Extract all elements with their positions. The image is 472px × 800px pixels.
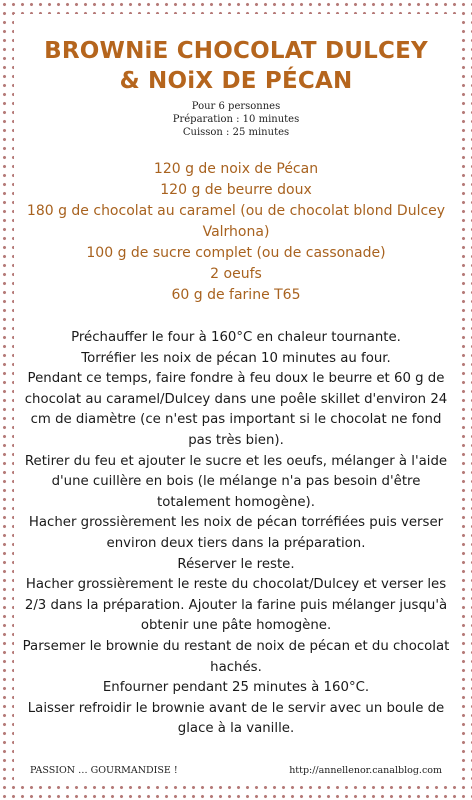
instruction-step: Parsemer le brownie du restant de noix de pécan et du chocolat hachés. bbox=[22, 638, 450, 675]
recipe-panel bbox=[14, 14, 458, 786]
instruction-step: Réserver le reste. bbox=[177, 556, 295, 572]
footer-blog-url[interactable]: http://annellenor.canalblog.com bbox=[289, 765, 442, 776]
instruction-list bbox=[14, 328, 458, 740]
instruction-step: Hacher grossièrement le reste du chocolat/Dulcey et verser les 2/3 dans la préparation. Ajouter la farine puis mélanger jusqu'à obtenir une pâte homogène. bbox=[24, 577, 448, 634]
prep-time: Préparation : 10 minutes bbox=[172, 114, 300, 125]
instruction-step: Enfourner pendant 25 minutes à 160°C. bbox=[102, 680, 370, 696]
instruction-step: Retirer du feu et ajouter le sucre et les oeufs, mélanger à l'aide d'une cuillère en bois (le mélange n'a pas besoin d'être totalement homogène). bbox=[24, 453, 448, 510]
instruction-step: Laisser refroidir le brownie avant de le servir avec un boule de glace à la vanille. bbox=[27, 700, 445, 737]
cook-time: Cuisson : 25 minutes bbox=[182, 127, 290, 138]
ingredient-item: 120 g de noix de Pécan bbox=[153, 161, 319, 177]
instruction-step: Torréfier les noix de pécan 10 minutes au four. bbox=[81, 350, 391, 366]
ingredient-list bbox=[14, 159, 458, 306]
servings: Pour 6 personnes bbox=[191, 101, 281, 112]
ingredient-item: 2 oeufs bbox=[210, 266, 262, 282]
ingredient-item: 60 g de farine T65 bbox=[171, 287, 301, 303]
instruction-step: Hacher grossièrement les noix de pécan torréfiées puis verser environ deux tiers dans la préparation. bbox=[28, 515, 444, 551]
title-line-2: & NOiX DE PÉCAN bbox=[119, 68, 353, 94]
recipe-title bbox=[14, 36, 458, 96]
ingredient-item: 120 g de beurre doux bbox=[160, 182, 312, 198]
title-line-1: BROWNiE CHOCOLAT DULCEY bbox=[44, 38, 428, 64]
instruction-step: Pendant ce temps, faire fondre à feu doux le beurre et 60 g de chocolat au caramel/Dulcey dans une poêle skillet d'environ 24 cm de diamètre (ce n'est pas important si le chocolat ne fond pas très bien). bbox=[24, 371, 448, 448]
ingredient-item: 100 g de sucre complet (ou de cassonade) bbox=[86, 245, 386, 261]
recipe-meta bbox=[14, 100, 458, 139]
recipe-footer bbox=[30, 765, 442, 776]
footer-tagline: PASSION … GOURMANDISE ! bbox=[30, 765, 178, 776]
ingredient-item: 180 g de chocolat au caramel (ou de chocolat blond Dulcey Valrhona) bbox=[26, 203, 446, 240]
instruction-step: Préchauffer le four à 160°C en chaleur tournante. bbox=[71, 330, 401, 345]
